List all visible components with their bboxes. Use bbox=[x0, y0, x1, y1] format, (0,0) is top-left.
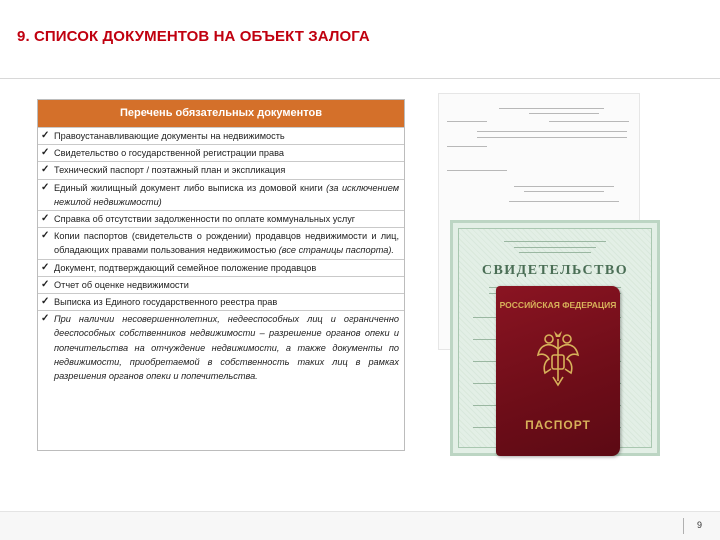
document-name: Копии паспортов (свидетельств о рождении) продавцов недвижимости и лиц, обладающих правами пользования недвижимостью bbox=[54, 231, 399, 256]
document-name: При наличии несовершеннолетних, недееспособных лиц и ограниченно дееспособных собственников недвижимости – разрешение органов опеки и попечительства на отчуждение недвижимости, а также документы по недвижимости, приобретаемой в собственность таких лиц в рамках разрешения органов опеки и попечительства. bbox=[54, 314, 399, 382]
document-list-item-text bbox=[52, 311, 404, 384]
document-list-item bbox=[38, 259, 404, 276]
document-list-item bbox=[38, 210, 404, 227]
document-note: (за исключением нежилой недвижимости) bbox=[54, 182, 399, 207]
check-icon: ✓ bbox=[41, 181, 50, 193]
document-list bbox=[38, 127, 404, 384]
check-icon: ✓ bbox=[41, 313, 50, 325]
check-icon: ✓ bbox=[41, 278, 50, 290]
check-icon: ✓ bbox=[41, 296, 50, 308]
double-headed-eagle-icon bbox=[535, 329, 581, 389]
document-name: Технический паспорт / поэтажный план и экспликация bbox=[54, 165, 286, 176]
passport-title: ПАСПОРТ bbox=[525, 418, 591, 432]
passport-country-label: РОССИЙСКАЯ ФЕДЕРАЦИЯ bbox=[499, 300, 617, 310]
table-header: Перечень обязательных документов bbox=[38, 100, 404, 127]
documents-illustration bbox=[430, 93, 670, 463]
document-list-item-text bbox=[52, 180, 404, 210]
certificate-title: СВИДЕТЕЛЬСТВО bbox=[481, 263, 629, 278]
document-list-item-text bbox=[52, 128, 404, 144]
check-icon: ✓ bbox=[41, 147, 50, 159]
document-name: Единый жилищный документ либо выписка из домовой книги bbox=[54, 182, 327, 193]
footer-bar bbox=[0, 512, 720, 540]
document-list-item-text bbox=[52, 145, 404, 161]
document-list-item bbox=[38, 227, 404, 258]
check-icon: ✓ bbox=[41, 213, 50, 225]
document-list-item bbox=[38, 127, 404, 144]
document-list-item-text bbox=[52, 277, 404, 293]
page-number: 9 bbox=[697, 520, 703, 530]
check-icon: ✓ bbox=[41, 261, 50, 273]
document-list-item bbox=[38, 161, 404, 178]
page-number-separator bbox=[683, 518, 684, 534]
document-name: Справка об отсутствии задолженности по оплате коммунальных услуг bbox=[54, 214, 356, 225]
passport-image bbox=[496, 286, 620, 456]
document-list-item bbox=[38, 179, 404, 210]
document-list-item-text bbox=[52, 294, 404, 310]
document-name: Свидетельство о государственной регистрации права bbox=[54, 148, 285, 159]
required-documents-table bbox=[37, 99, 405, 451]
document-list-item-text bbox=[52, 228, 404, 258]
document-name: Выписка из Единого государственного реестра прав bbox=[54, 297, 278, 308]
document-list-item bbox=[38, 276, 404, 293]
title-divider bbox=[0, 78, 720, 79]
document-note: (все страницы паспорта). bbox=[278, 245, 394, 256]
document-list-item-text bbox=[52, 260, 404, 276]
check-icon: ✓ bbox=[41, 164, 50, 176]
check-icon: ✓ bbox=[41, 130, 50, 141]
check-icon: ✓ bbox=[41, 230, 50, 242]
document-name: Правоустанавливающие документы на недвижимость bbox=[54, 131, 285, 141]
document-list-item bbox=[38, 293, 404, 310]
document-list-item-text bbox=[52, 162, 404, 178]
document-name: Отчет об оценке недвижимости bbox=[54, 279, 189, 290]
document-name: Документ, подтверждающий семейное положение продавцов bbox=[54, 262, 317, 273]
document-list-item-text bbox=[52, 211, 404, 227]
document-list-item bbox=[38, 144, 404, 161]
document-list-item bbox=[38, 310, 404, 384]
slide-title: 9. СПИСОК ДОКУМЕНТОВ НА ОБЪЕКТ ЗАЛОГА bbox=[17, 28, 370, 45]
